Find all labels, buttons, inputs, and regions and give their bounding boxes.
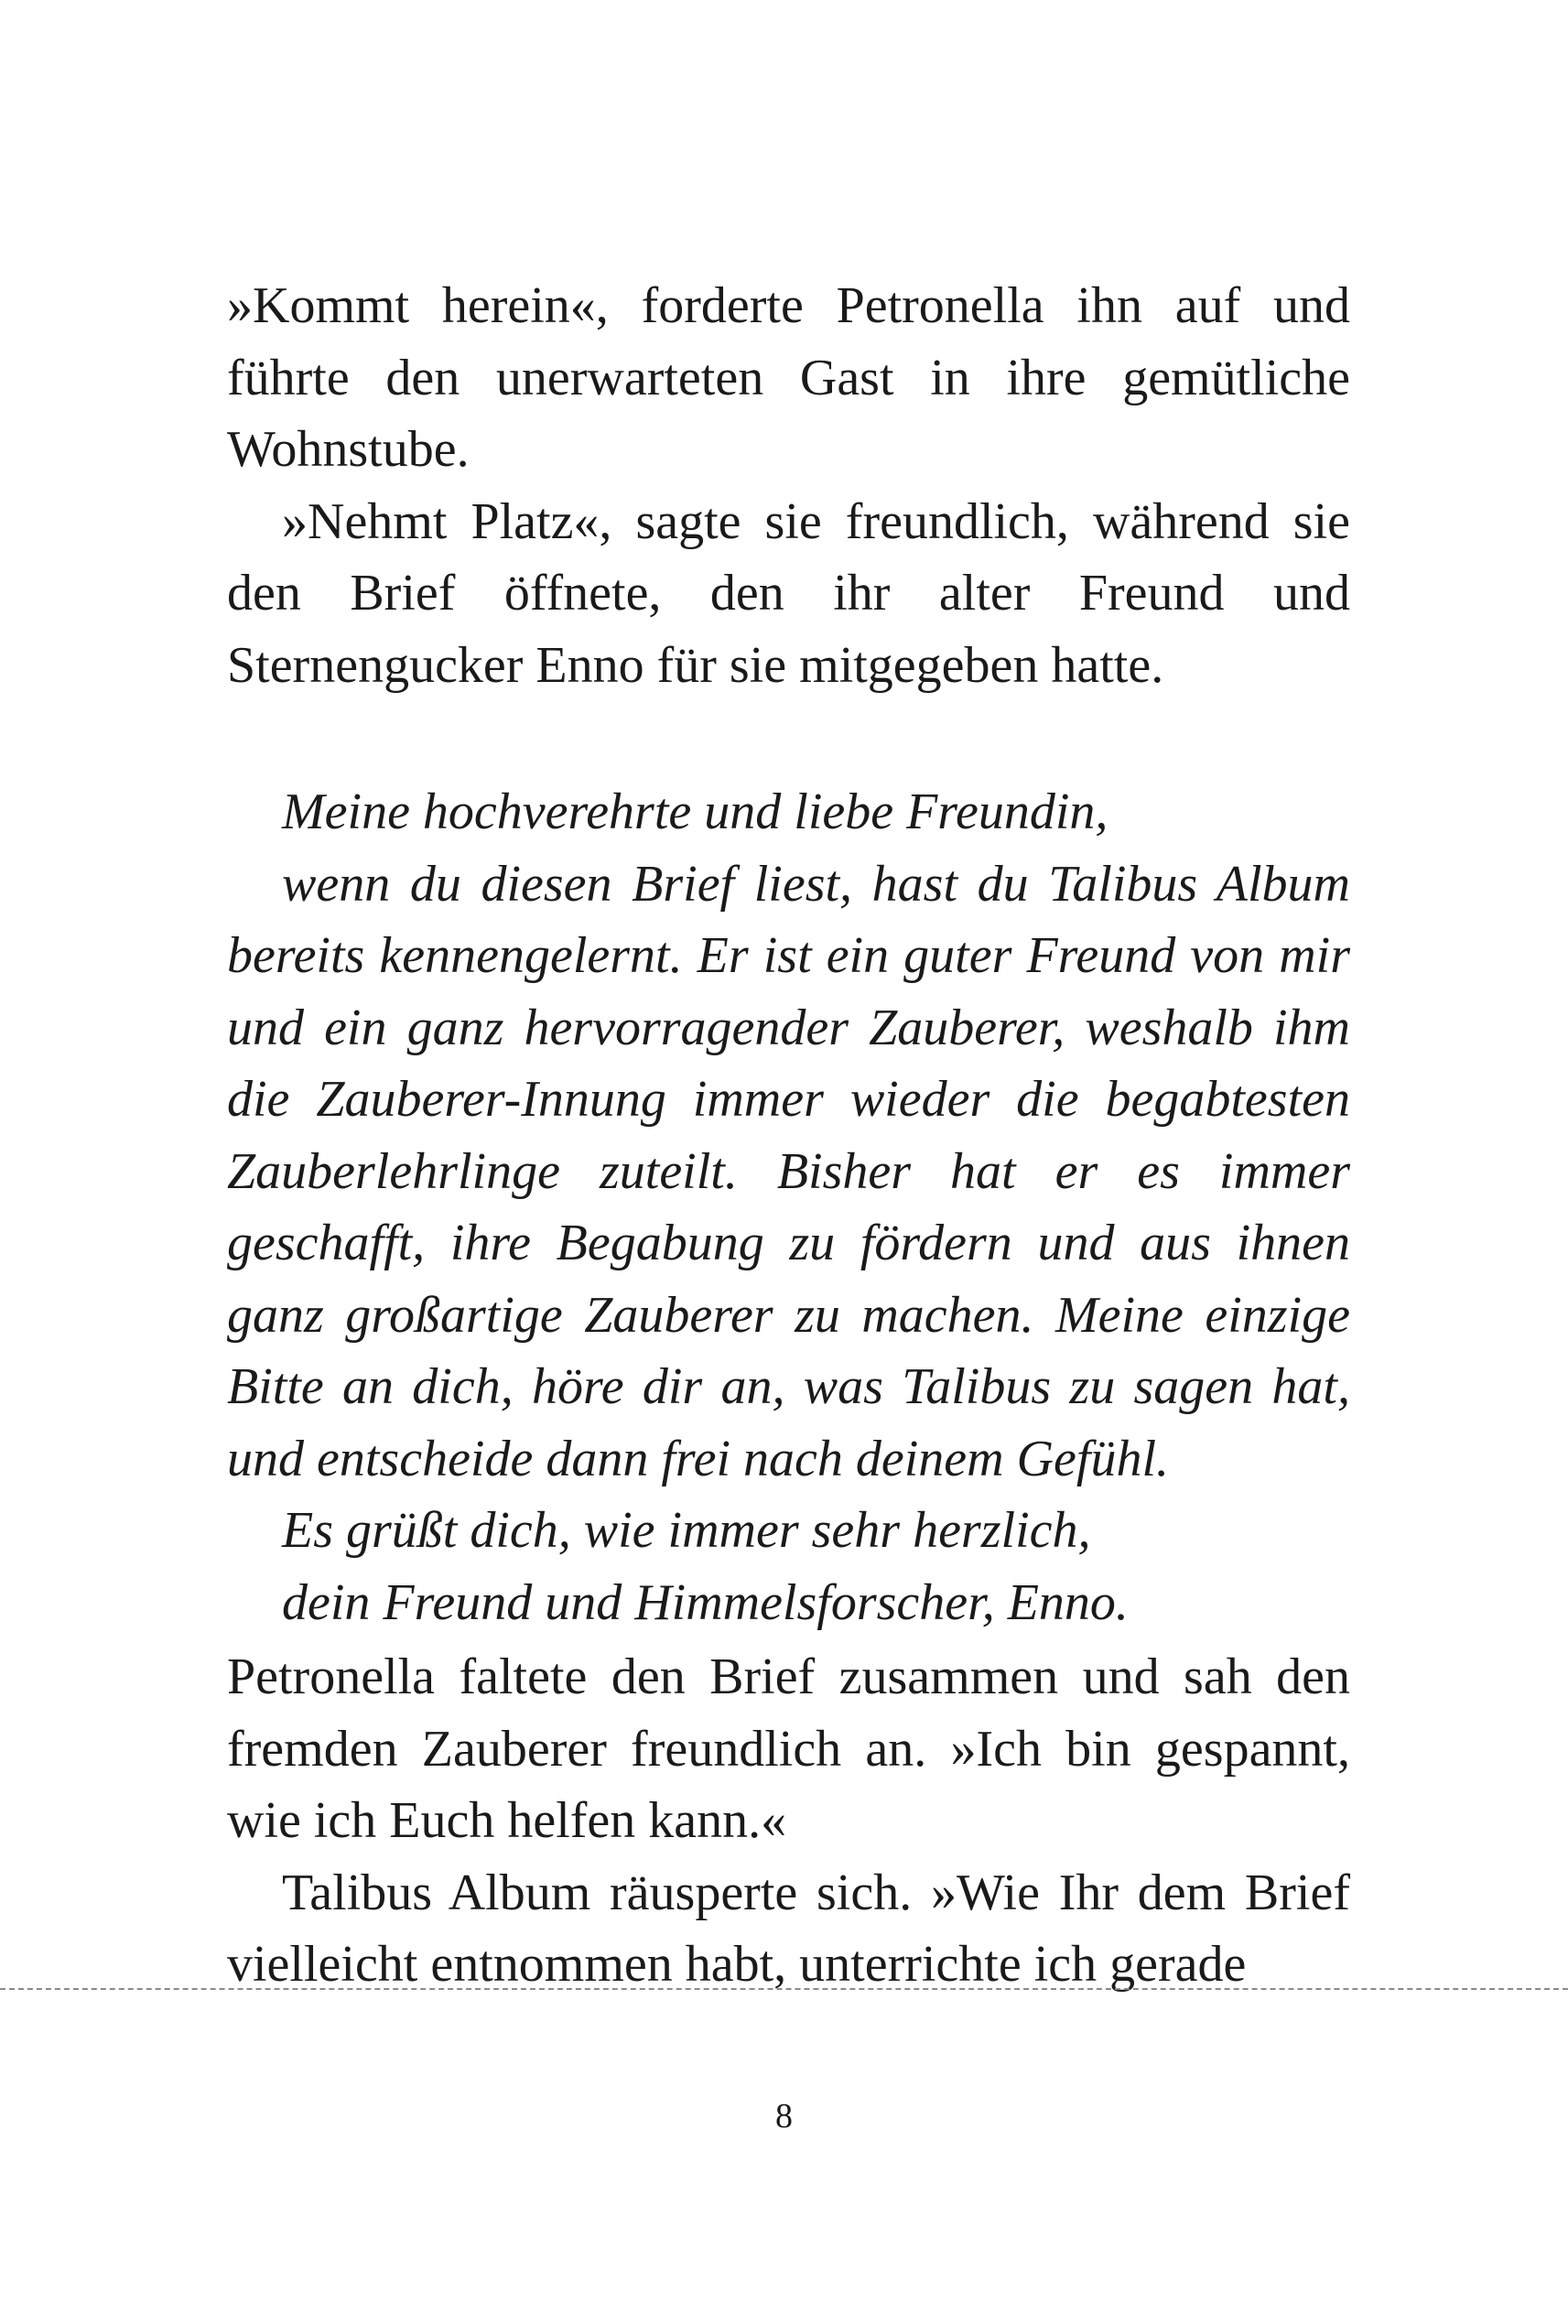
letter-body: wenn du diesen Brief liest, hast du Talibus Album bereits kennengelernt. Er ist ein guter Freund von mir und ein ganz hervorragender Zauberer, weshalb ihm die Zauberer-Innung immer wieder die begabtesten Zauberlehrlinge zuteilt. Bisher hat er es immer geschafft, ihre Begabung zu fördern und aus ihnen ganz großartige Zauberer zu machen. Meine einzige Bitte an dich, höre dir an, was Talibus zu sagen hat, und entscheide dann frei nach deinem Gefühl. xyxy=(227,855,1350,1487)
letter-signature: dein Freund und Himmelsforscher, Enno. xyxy=(282,1573,1129,1631)
paragraph-nehmt-platz: »Nehmt Platz«, sagte sie freundlich, während sie den Brief öffnete, den ihr alter Freund und Sternengucker Enno für sie mitgegeben hatte. xyxy=(227,492,1350,694)
paragraph-petronella-faltete: Petronella faltete den Brief zusammen und sah den fremden Zauberer freundlich an. »Ich bin gespannt, wie ich Euch helfen kann.« xyxy=(227,1648,1350,1849)
paragraph-talibus-raeusperte: Talibus Album räusperte sich. »Wie Ihr dem Brief vielleicht entnommen habt, unterrichte ich gerade xyxy=(227,1864,1350,1993)
paragraph-kommt-herein: »Kommt herein«, forderte Petronella ihn auf und führte den unerwarteten Gast in ihre gemütliche Wohnstube. xyxy=(227,277,1350,478)
letter-salutation: Meine hochverehrte und liebe Freundin, xyxy=(282,784,1108,840)
letter-text xyxy=(227,776,1350,1638)
continuation-text xyxy=(227,1641,1350,2001)
preview-cut-line xyxy=(0,1988,1568,1990)
page-number: 8 xyxy=(775,2097,793,2135)
opening-text xyxy=(227,270,1350,701)
letter-closing: Es grüßt dich, wie immer sehr herzlich, xyxy=(282,1502,1091,1559)
